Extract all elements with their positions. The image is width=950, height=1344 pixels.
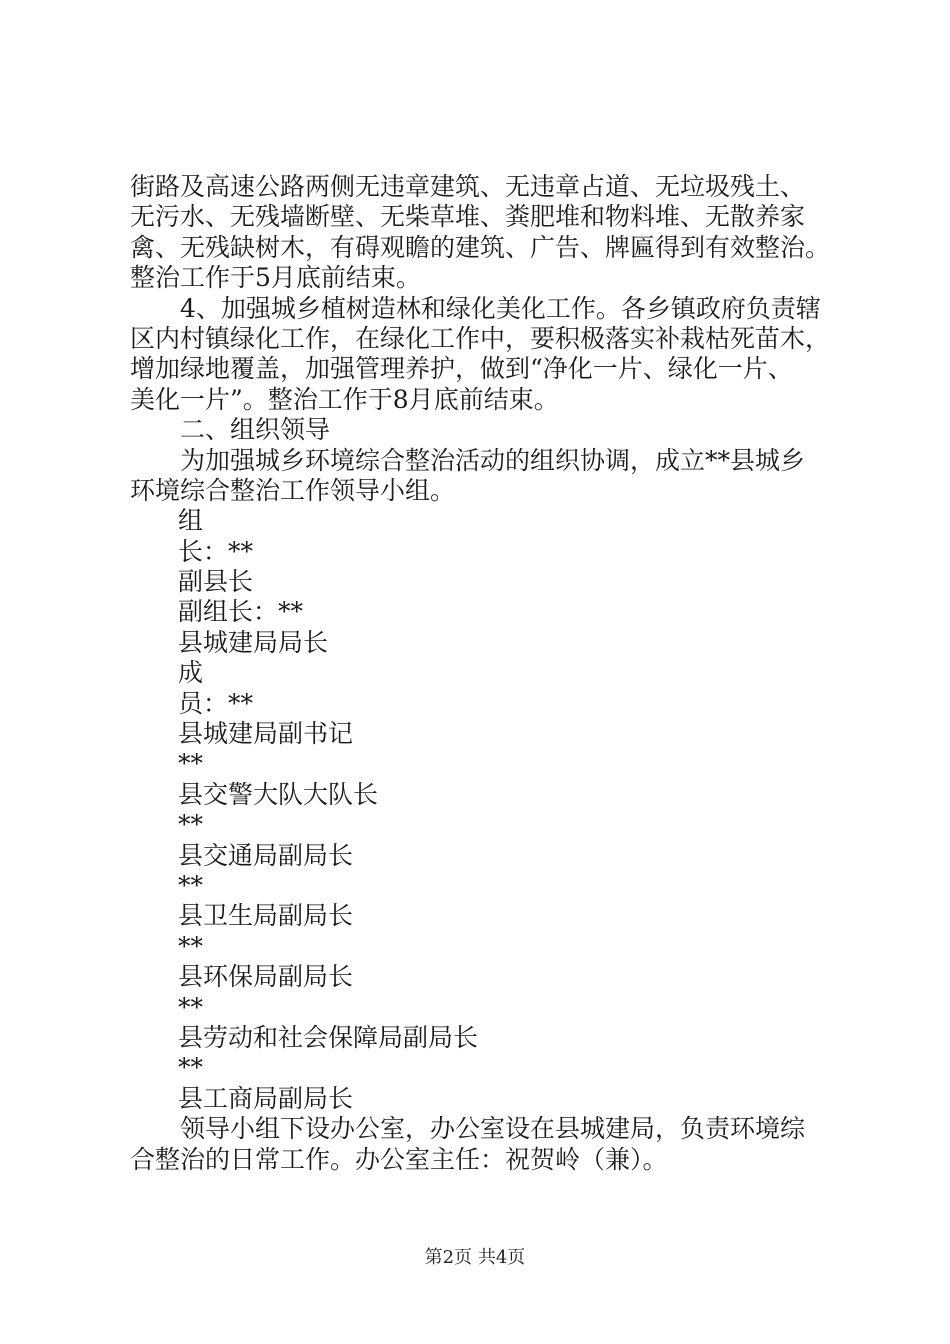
text-line: 禽、无残缺树木，有碍观瞻的建筑、广告、牌匾得到有效整治。 bbox=[130, 232, 831, 262]
document-body bbox=[130, 172, 850, 1175]
text-line: 县劳动和社会保障局副局长 bbox=[178, 1022, 479, 1052]
text-line: 区内村镇绿化工作，在绿化工作中，要积极落实补栽枯死苗木， bbox=[130, 323, 831, 353]
text-line: 县交警大队大队长 bbox=[178, 779, 379, 809]
text-line: ** bbox=[178, 749, 203, 779]
text-line: 为加强城乡环境综合整治活动的组织协调，成立**县城乡 bbox=[180, 445, 806, 475]
text-line: 无污水、无残墙断壁、无柴草堆、粪肥堆和物料堆、无散养家 bbox=[130, 202, 806, 232]
text-line: 县卫生局副局长 bbox=[178, 901, 354, 931]
text-line: 县工商局副局长 bbox=[178, 1083, 354, 1113]
text-line: 县环保局副局长 bbox=[178, 962, 354, 992]
text-line: 长：** bbox=[178, 536, 254, 566]
text-line: 4、加强城乡植树造林和绿化美化工作。各乡镇政府负责辖 bbox=[180, 293, 821, 323]
text-line: ** bbox=[178, 931, 203, 961]
page-footer: 第2页 共4页 bbox=[424, 1247, 526, 1268]
text-line: 成 bbox=[178, 658, 204, 688]
text-line: 领导小组下设办公室，办公室设在县城建局，负责环境综 bbox=[180, 1114, 806, 1144]
text-line: 员：** bbox=[178, 688, 254, 718]
text-line: 副县长 bbox=[178, 567, 254, 597]
text-line: ** bbox=[178, 870, 203, 900]
text-line: 街路及高速公路两侧无违章建筑、无违章占道、无垃圾残土、 bbox=[130, 172, 806, 201]
text-line: 副组长：** bbox=[178, 597, 304, 627]
text-line: ** bbox=[178, 810, 203, 840]
text-line: 组 bbox=[178, 506, 204, 536]
text-line: ** bbox=[178, 992, 203, 1022]
text-line: 二、组织领导 bbox=[180, 415, 331, 445]
text-line: ** bbox=[178, 1053, 203, 1083]
text-line: 县城建局局长 bbox=[178, 627, 329, 657]
text-line: 县城建局副书记 bbox=[178, 719, 354, 749]
text-line: 合整治的日常工作。办公室主任：祝贺岭（兼）。 bbox=[130, 1144, 668, 1174]
text-line: 环境综合整治工作领导小组。 bbox=[130, 475, 456, 505]
text-line: 整治工作于5月底前结束。 bbox=[130, 263, 421, 293]
text-line: 增加绿地覆盖，加强管理养护，做到“净化一片、绿化一片、 bbox=[130, 354, 793, 384]
text-line: 美化一片”。整治工作于8月底前结束。 bbox=[130, 384, 559, 414]
text-line: 县交通局副局长 bbox=[178, 840, 354, 870]
